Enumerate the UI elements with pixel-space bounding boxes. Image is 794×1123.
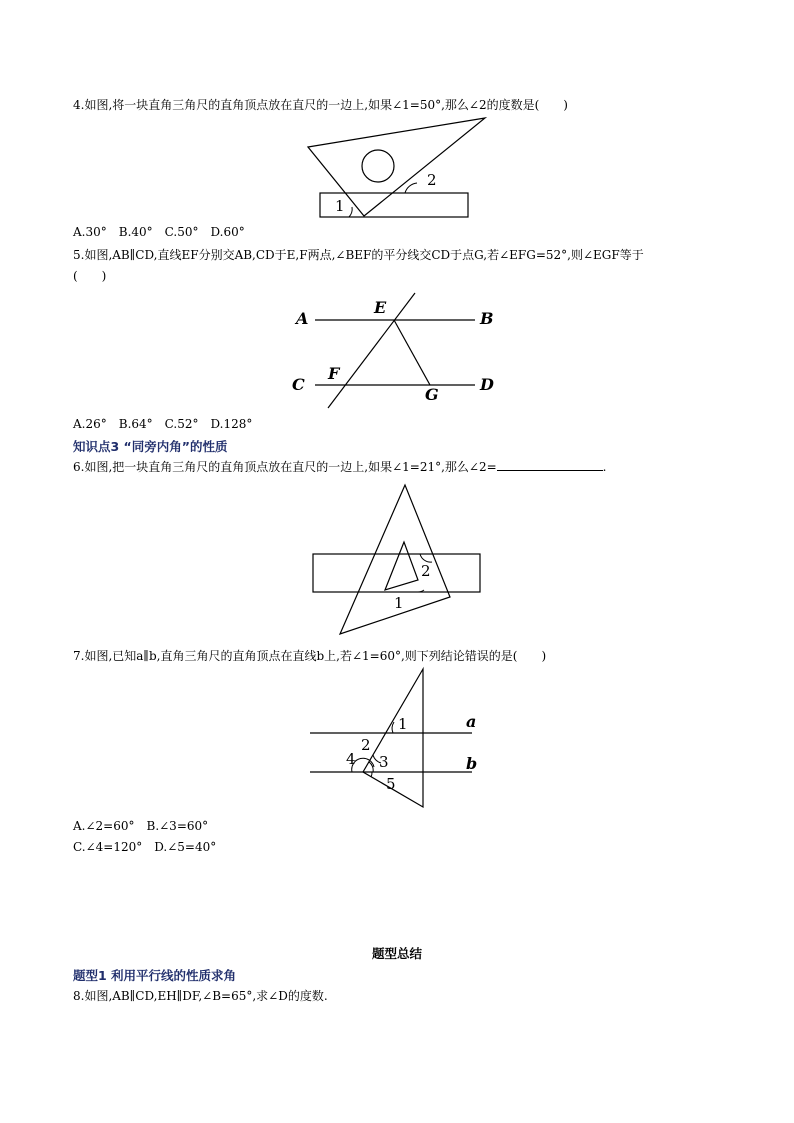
label-line-b: b	[466, 754, 478, 773]
q6-answer-blank[interactable]	[497, 458, 603, 471]
label-angle-5: 5	[386, 775, 396, 793]
line-ef	[328, 293, 415, 408]
label-angle-2: 2	[421, 562, 431, 580]
q5-stem-line1: 5.如图,AB∥CD,直线EF分别交AB,CD于E,F两点,∠BEF的平分线交CD于点G,若∠EFG=52°,则∠EGF等于	[73, 248, 644, 262]
q7-figure	[300, 663, 500, 813]
q6-stem-text: 6.如图,把一块直角三角尺的直角顶点放在直尺的一边上,如果∠1=21°,那么∠2=	[73, 460, 497, 474]
q6-stem	[73, 458, 606, 475]
q5-figure	[290, 290, 510, 410]
type1-heading: 题型1 利用平行线的性质求角	[73, 968, 237, 983]
label-angle-1: 1	[398, 715, 408, 733]
set-square-hole	[362, 150, 394, 182]
angle-1-arc	[349, 207, 352, 217]
q4-stem: 4.如图,将一块直角三角尺的直角顶点放在直尺的一边上,如果∠1=50°,那么∠2的度数是( )	[73, 98, 568, 112]
label-g: G	[425, 385, 439, 404]
q4-figure	[300, 110, 500, 225]
q6-stem-end: .	[602, 460, 607, 474]
label-angle-2: 2	[361, 736, 371, 754]
section3-heading: 知识点3 “同旁内角”的性质	[73, 439, 228, 454]
q6-figure	[300, 480, 500, 640]
q8-stem: 8.如图,AB∥CD,EH∥DF,∠B=65°,求∠D的度数.	[73, 989, 328, 1003]
q7-options-line1: A.∠2=60° B.∠3=60°	[73, 819, 209, 833]
label-c: C	[292, 375, 305, 394]
label-line-a: a	[466, 712, 477, 731]
inner-triangle	[385, 542, 418, 590]
angle-2-arc	[405, 183, 417, 193]
label-d: D	[480, 375, 494, 394]
label-b: B	[480, 309, 494, 328]
label-angle-1: 1	[394, 594, 404, 612]
q4-options: A.30° B.40° C.50° D.60°	[73, 225, 245, 239]
label-angle-4: 4	[346, 750, 356, 768]
q7-options-line2: C.∠4=120° D.∠5=40°	[73, 840, 217, 854]
line-eg	[394, 320, 430, 385]
angle-2-arc	[420, 554, 432, 562]
label-angle-3: 3	[379, 753, 389, 771]
angle-1-arc	[392, 722, 394, 733]
angle-5-arc	[371, 772, 372, 777]
summary-title: 题型总结	[371, 946, 422, 961]
label-e: E	[374, 298, 387, 317]
label-angle-1: 1	[335, 197, 345, 215]
q5-options: A.26° B.64° C.52° D.128°	[73, 417, 253, 431]
q7-stem: 7.如图,已知a∥b,直角三角尺的直角顶点在直线b上,若∠1=60°,则下列结论错误的是( )	[73, 649, 547, 663]
label-f: F	[328, 364, 340, 383]
q5-stem-line2: ( )	[73, 269, 107, 283]
label-angle-2: 2	[427, 171, 437, 189]
label-a: A	[296, 309, 309, 328]
